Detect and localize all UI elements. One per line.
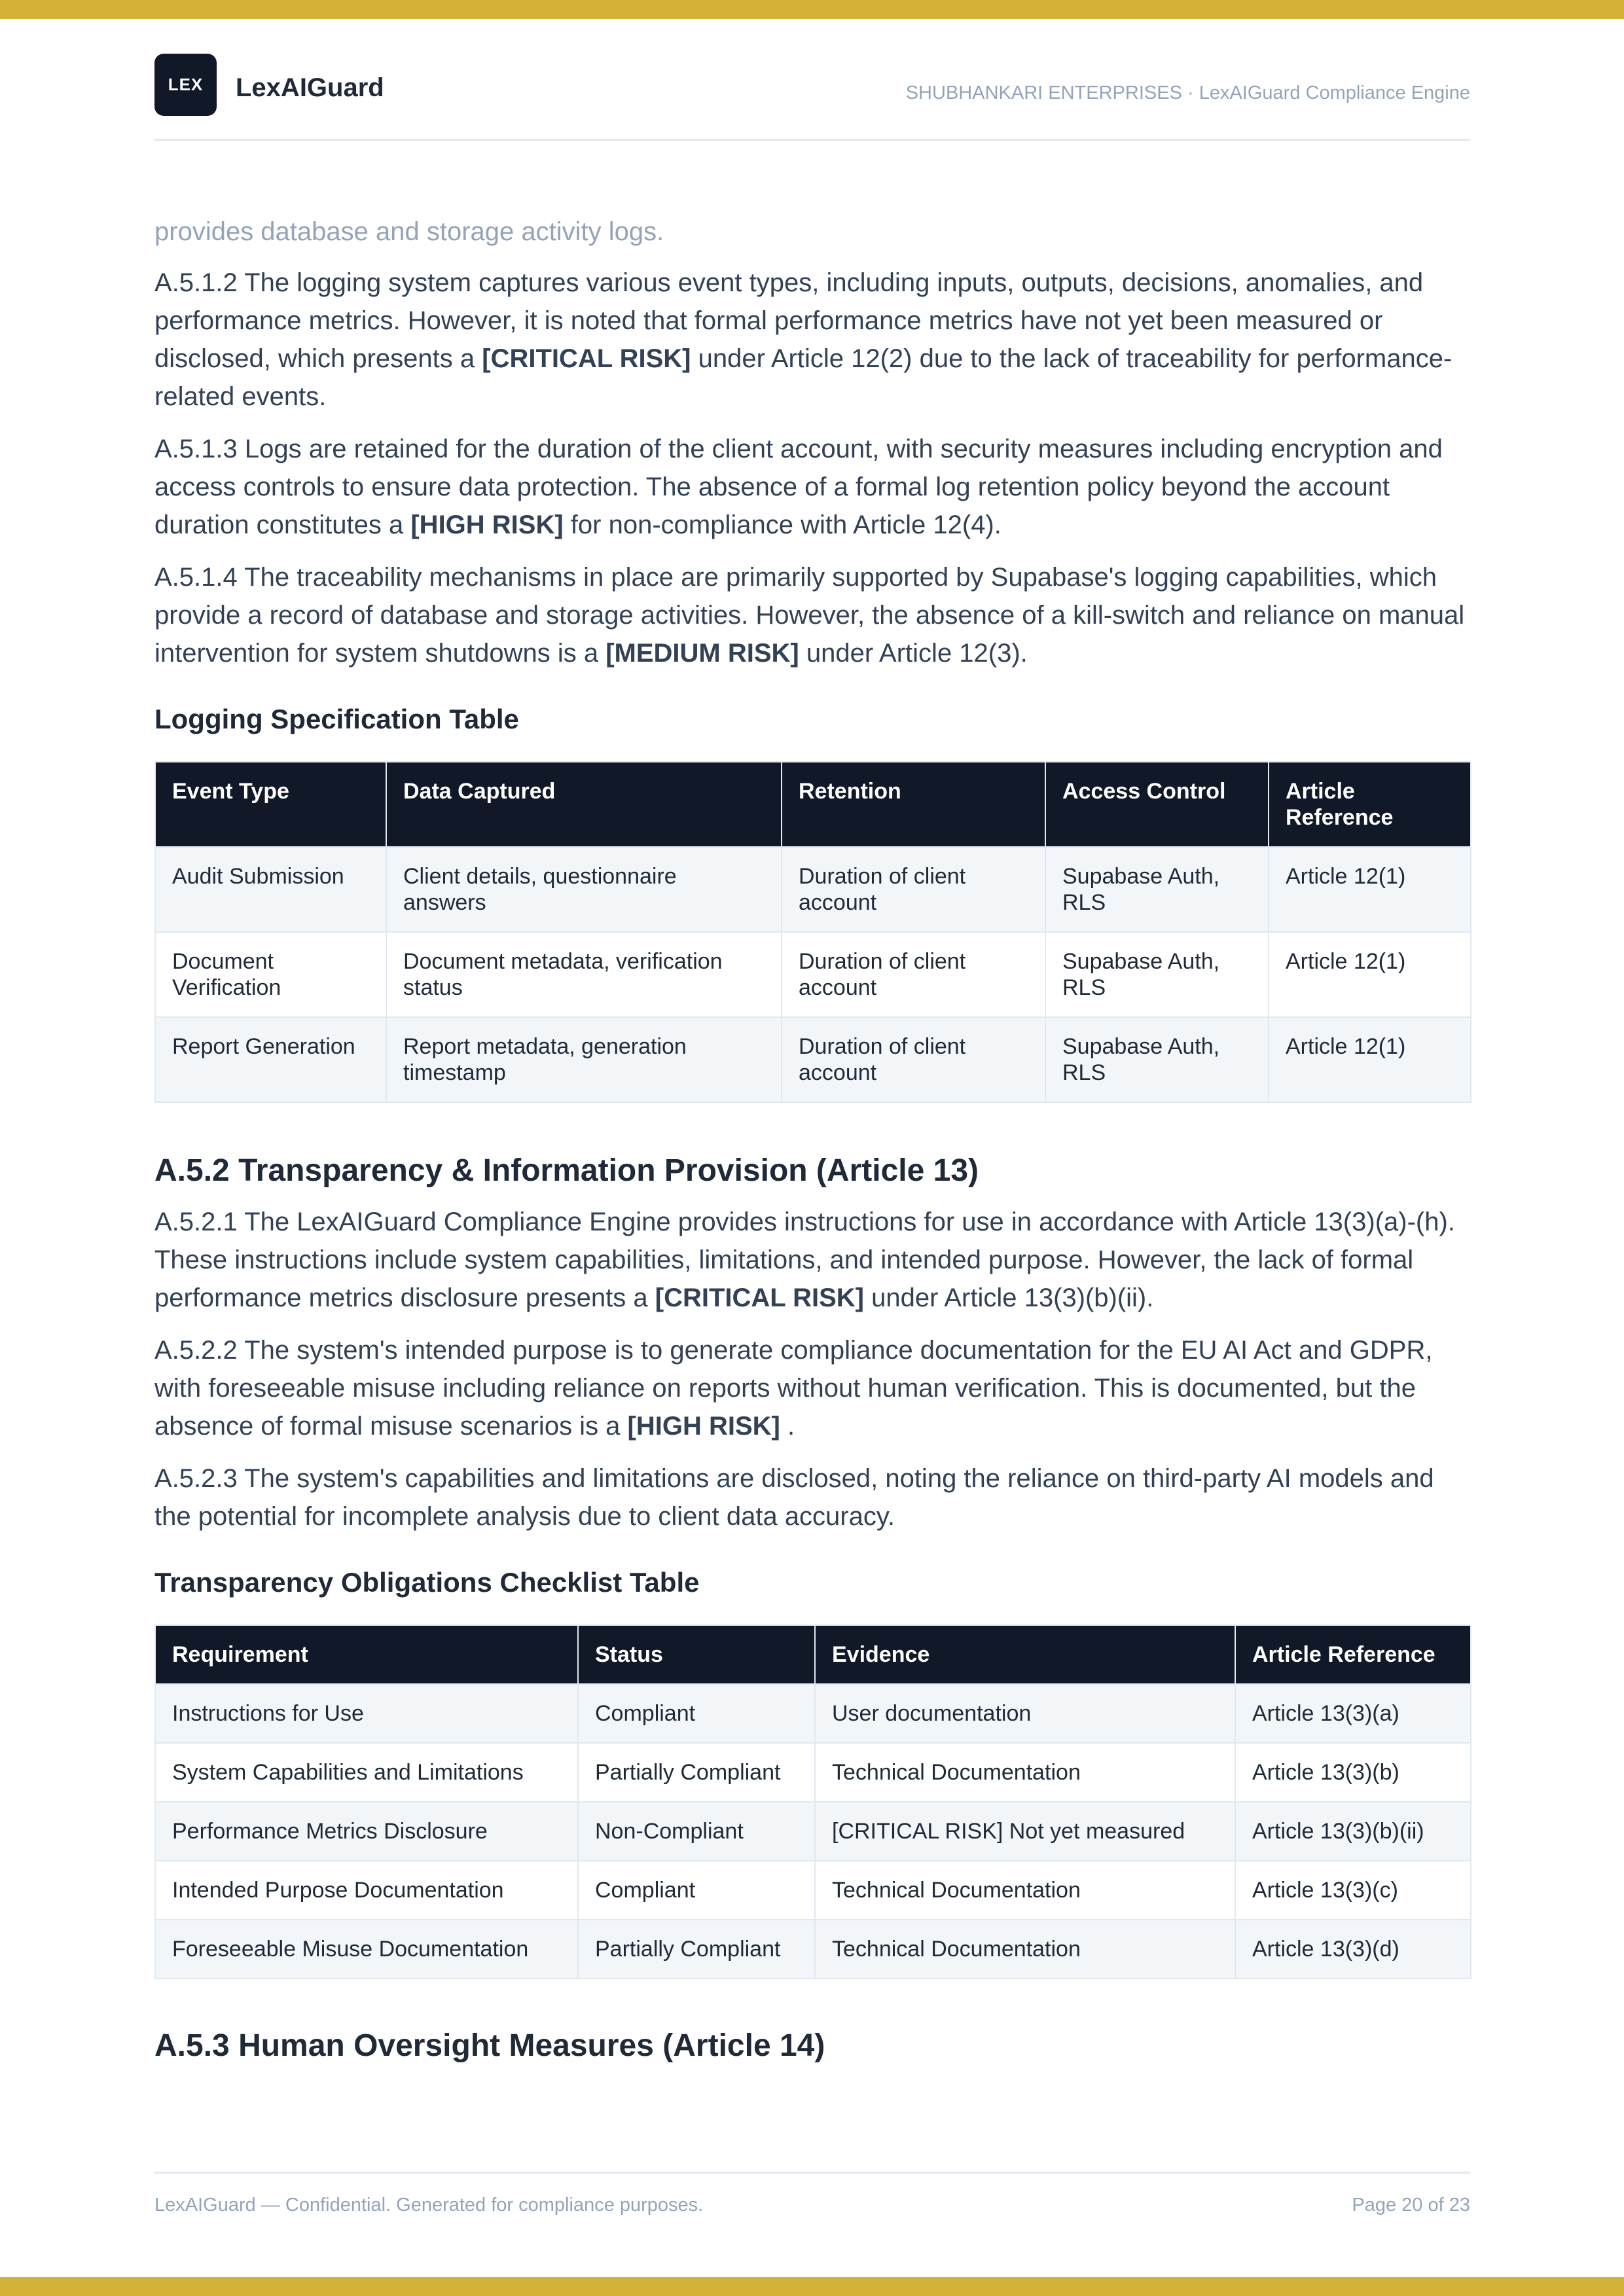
table-cell: Article 13(3)(c)	[1235, 1861, 1471, 1920]
table-header-row	[155, 1625, 1471, 1684]
risk-label-critical: [CRITICAL RISK]	[655, 1283, 864, 1312]
column-header: Article Reference	[1235, 1625, 1471, 1684]
transparency-checklist-table	[154, 1624, 1471, 1979]
table-cell: [CRITICAL RISK] Not yet measured	[815, 1802, 1235, 1861]
paragraph-a522	[154, 1331, 1470, 1445]
table-cell: Client details, questionnaire answers	[386, 847, 782, 932]
table-cell: Partially Compliant	[578, 1743, 815, 1802]
logo-text: LEX	[168, 75, 204, 94]
table-row	[155, 1861, 1471, 1920]
risk-label-critical: [CRITICAL RISK]	[482, 344, 691, 373]
table-row	[155, 1743, 1471, 1802]
paragraph-text: under Article 12(2) due to the lack of traceability for performance-related events.	[154, 344, 1453, 411]
table-row	[155, 847, 1471, 932]
paragraph-text: A.5.1.3 Logs are retained for the duration of the client account, with security measures including encryption and access controls to ensure data protection. The absence of a formal log retention policy beyond the account duration constitutes a	[154, 435, 1443, 539]
table-cell: Instructions for Use	[155, 1684, 578, 1743]
paragraph-text: .	[780, 1412, 795, 1441]
table-cell: Document metadata, verification status	[386, 932, 782, 1017]
table-cell: Compliant	[578, 1861, 815, 1920]
column-header: Data Captured	[386, 762, 782, 847]
header-company-label: SHUBHANKARI ENTERPRISES · LexAIGuard Compliance Engine	[905, 82, 1470, 103]
table-row	[155, 1684, 1471, 1743]
table-header-row	[155, 762, 1471, 847]
logging-table-title: Logging Specification Table	[154, 704, 519, 734]
table-cell: Article 13(3)(b)(ii)	[1235, 1802, 1471, 1861]
paragraph-text: under Article 13(3)(b)(ii).	[864, 1283, 1154, 1312]
page-footer	[154, 2172, 1470, 2215]
table-cell: Compliant	[578, 1684, 815, 1743]
lex-logo	[154, 54, 217, 116]
paragraph-a521	[154, 1203, 1470, 1317]
table-cell: Document Verification	[155, 932, 386, 1017]
column-header: Retention	[782, 762, 1045, 847]
paragraph-text: for non-compliance with Article 12(4).	[563, 511, 1001, 539]
table-cell: Report metadata, generation timestamp	[386, 1017, 782, 1102]
confidentiality-note: LexAIGuard — Confidential. Generated for compliance purposes.	[154, 2195, 704, 2215]
table-cell: Article 13(3)(a)	[1235, 1684, 1471, 1743]
table-cell: Intended Purpose Documentation	[155, 1861, 578, 1920]
table-cell: Duration of client account	[782, 1017, 1045, 1102]
risk-label-high: [HIGH RISK]	[410, 511, 564, 539]
logging-specification-table	[154, 761, 1471, 1103]
column-header: Status	[578, 1625, 815, 1684]
column-header: Event Type	[155, 762, 386, 847]
table-cell: Supabase Auth, RLS	[1045, 847, 1269, 932]
page-content	[154, 213, 1470, 2078]
paragraph-a514	[154, 558, 1470, 672]
column-header: Article Reference	[1269, 762, 1471, 847]
paragraph-text: A.5.2.1 The LexAIGuard Compliance Engine provides instructions for use in accordance with Article 13(3)(a)-(h). These instructions include system capabilities, limitations, and intended purpose. However, the lack of formal performance metrics disclosure presents a	[154, 1208, 1455, 1312]
section-heading-a53: A.5.3 Human Oversight Measures (Article 14)	[154, 2028, 825, 2063]
page-number: Page 20 of 23	[1352, 2195, 1470, 2215]
section-heading-a52: A.5.2 Transparency & Information Provision (Article 13)	[154, 1153, 979, 1188]
table-cell: Technical Documentation	[815, 1743, 1235, 1802]
brand-name: LexAIGuard	[236, 73, 384, 102]
table-row	[155, 1802, 1471, 1861]
paragraph-text: A.5.1.4 The traceability mechanisms in place are primarily supported by Supabase's logging capabilities, which provide a record of database and storage activities. However, the absence of a kill-switch and reliance on manual intervention for system shutdowns is a	[154, 563, 1465, 668]
table-row	[155, 932, 1471, 1017]
bottom-accent-bar	[0, 2277, 1624, 2296]
paragraph-a513	[154, 430, 1470, 544]
table-cell: Duration of client account	[782, 847, 1045, 932]
table-cell: Duration of client account	[782, 932, 1045, 1017]
table-cell: Non-Compliant	[578, 1802, 815, 1861]
column-header: Access Control	[1045, 762, 1269, 847]
transparency-table-title: Transparency Obligations Checklist Table	[154, 1567, 700, 1598]
table-cell: Technical Documentation	[815, 1861, 1235, 1920]
table-cell: Article 12(1)	[1269, 932, 1471, 1017]
continued-fragment: provides database and storage activity logs.	[154, 217, 664, 246]
table-cell: Article 12(1)	[1269, 847, 1471, 932]
table-cell: User documentation	[815, 1684, 1235, 1743]
table-cell: Partially Compliant	[578, 1920, 815, 1979]
column-header: Evidence	[815, 1625, 1235, 1684]
risk-label-high: [HIGH RISK]	[627, 1412, 780, 1441]
table-cell: Supabase Auth, RLS	[1045, 932, 1269, 1017]
page-header	[154, 54, 1470, 141]
table-row	[155, 1017, 1471, 1102]
table-cell: Foreseeable Misuse Documentation	[155, 1920, 578, 1979]
table-cell: Technical Documentation	[815, 1920, 1235, 1979]
paragraph-a512	[154, 264, 1470, 416]
table-cell: Article 13(3)(d)	[1235, 1920, 1471, 1979]
table-cell: Article 13(3)(b)	[1235, 1743, 1471, 1802]
paragraph-text: A.5.1.2 The logging system captures various event types, including inputs, outputs, decisions, anomalies, and performance metrics. However, it is noted that formal performance metrics have not yet been measured or disclosed, which presents a	[154, 268, 1424, 373]
table-cell: Audit Submission	[155, 847, 386, 932]
paragraph-text: A.5.2.2 The system's intended purpose is to generate compliance documentation for the EU AI Act and GDPR, with foreseeable misuse including reliance on reports without human verification. This is documented, but the absence of formal misuse scenarios is a	[154, 1336, 1433, 1441]
column-header: Requirement	[155, 1625, 578, 1684]
table-cell: Article 12(1)	[1269, 1017, 1471, 1102]
table-cell: System Capabilities and Limitations	[155, 1743, 578, 1802]
table-row	[155, 1920, 1471, 1979]
top-accent-bar	[0, 0, 1624, 19]
risk-label-medium: [MEDIUM RISK]	[605, 639, 799, 668]
table-cell: Supabase Auth, RLS	[1045, 1017, 1269, 1102]
paragraph-text: under Article 12(3).	[799, 639, 1028, 668]
paragraph-a523: A.5.2.3 The system's capabilities and limitations are disclosed, noting the reliance on third-party AI models and the potential for incomplete analysis due to client data accuracy.	[154, 1464, 1434, 1531]
table-cell: Performance Metrics Disclosure	[155, 1802, 578, 1861]
table-cell: Report Generation	[155, 1017, 386, 1102]
